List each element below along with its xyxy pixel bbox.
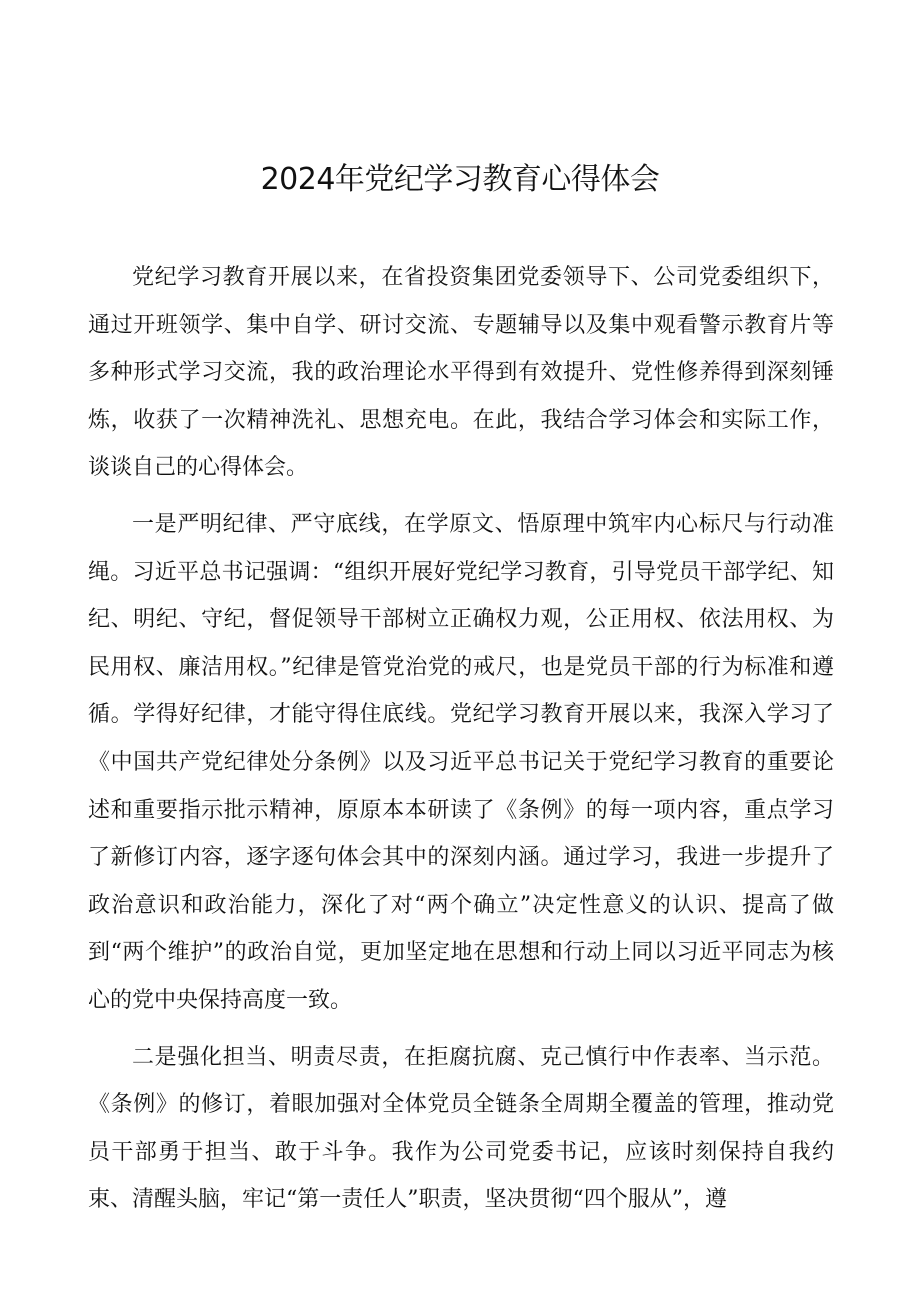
- document-title: 2024年党纪学习教育心得体会: [260, 162, 660, 197]
- paragraph-point-two: 二是强化担当、明责尽责，在拒腐抗腐、克己慎行中作表率、当示范。《条例》的修订，着眼加强对全体党员全链条全周期全覆盖的管理，推动党员干部勇于担当、敢于斗争。我作为公司党委书记，应该时刻保持自我约束、清醒头脑，牢记“第一责任人”职责，坚决贯彻“四个服从”，遵: [88, 1044, 834, 1213]
- document-body: [88, 254, 834, 1224]
- paragraph-intro: 党纪学习教育开展以来，在省投资集团党委领导下、公司党委组织下，通过开班领学、集中自学、研讨交流、专题辅导以及集中观看警示教育片等多种形式学习交流，我的政治理论水平得到有效提升、党性修养得到深刻锤炼，收获了一次精神洗礼、思想充电。在此，我结合学习体会和实际工作，谈谈自己的心得体会。: [88, 265, 834, 481]
- paragraph-point-one: 一是严明纪律、严守底线，在学原文、悟原理中筑牢内心标尺与行动准绳。习近平总书记强调：“组织开展好党纪学习教育，引导党员干部学纪、知纪、明纪、守纪，督促领导干部树立正确权力观，公正用权、依法用权、为民用权、廉洁用权。”纪律是管党治党的戒尺，也是党员干部的行为标准和遵循。学得好纪律，才能守得住底线。党纪学习教育开展以来，我深入学习了《中国共产党纪律处分条例》以及习近平总书记关于党纪学习教育的重要论述和重要指示批示精神，原原本本研读了《条例》的每一项内容，重点学习了新修订内容，逐字逐句体会其中的深刻内涵。通过学习，我进一步提升了政治意识和政治能力，深化了对“两个确立”决定性意义的认识、提高了做到“两个维护”的政治自觉，更加坚定地在思想和行动上同以习近平同志为核心的党中央保持高度一致。: [88, 511, 834, 1013]
